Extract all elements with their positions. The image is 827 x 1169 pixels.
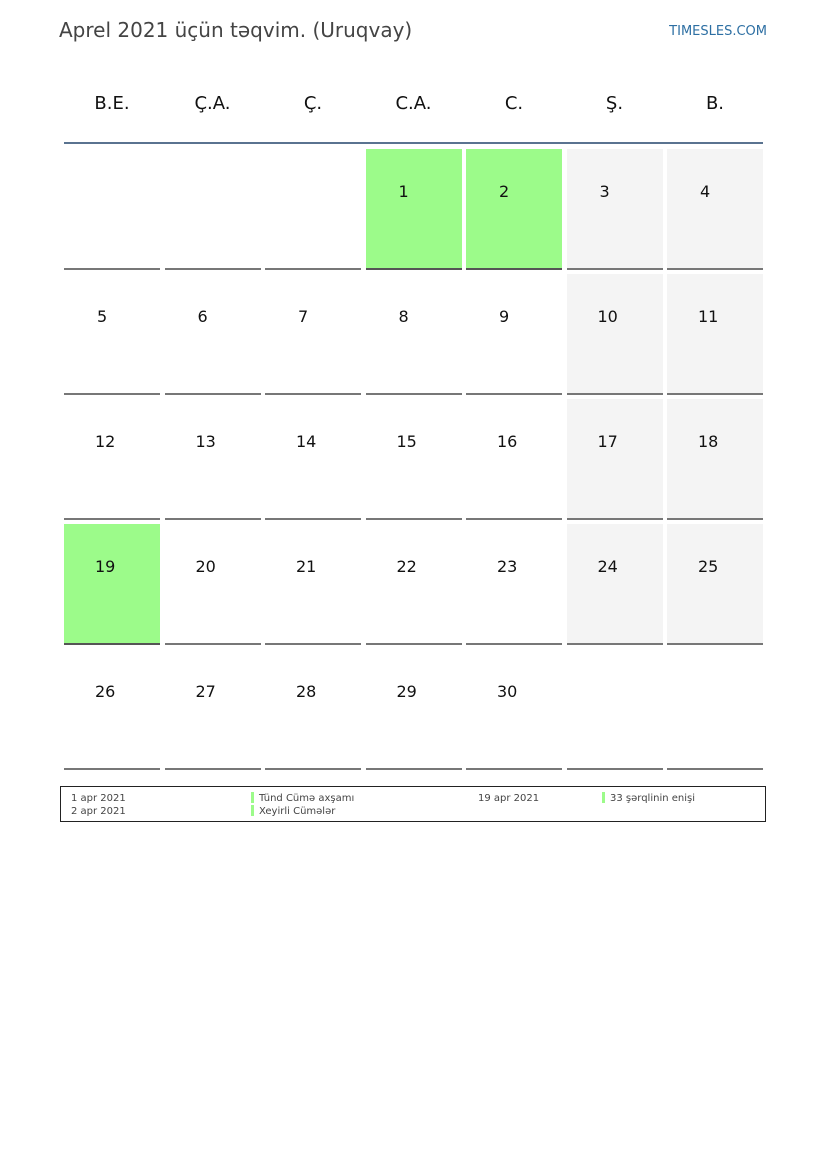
empty-day-cell — [265, 149, 361, 270]
empty-day-cell — [165, 149, 261, 270]
day-cell — [265, 399, 361, 520]
day-number: 30 — [497, 682, 518, 701]
day-cell — [265, 649, 361, 770]
legend-names-column — [251, 792, 354, 818]
day-cell — [366, 274, 462, 395]
day-number: 9 — [499, 307, 510, 326]
day-number: 21 — [296, 557, 317, 576]
day-cell — [466, 524, 562, 645]
day-cell — [466, 649, 562, 770]
day-number: 23 — [497, 557, 518, 576]
holiday-legend — [60, 786, 766, 822]
weekday-label: Ç. — [303, 93, 323, 114]
day-number: 1 — [398, 182, 409, 201]
day-number: 18 — [698, 432, 719, 451]
legend-holiday-name: Xeyirli Cümələr — [259, 806, 336, 817]
calendar-grid — [64, 149, 763, 770]
day-number: 6 — [197, 307, 208, 326]
day-cell — [265, 524, 361, 645]
holiday-day-cell — [64, 524, 160, 645]
day-cell — [567, 524, 663, 645]
day-number: 15 — [396, 432, 417, 451]
day-cell — [667, 149, 763, 270]
weekday-label: B.E. — [94, 93, 130, 114]
weekday-label: Ç.A. — [194, 93, 231, 114]
day-cell — [265, 274, 361, 395]
day-cell — [165, 274, 261, 395]
day-number: 10 — [597, 307, 618, 326]
legend-holiday-name: Tünd Cümə axşamı — [259, 793, 355, 804]
legend-item — [251, 792, 354, 805]
day-cell — [366, 649, 462, 770]
day-number: 3 — [599, 182, 610, 201]
day-cell — [567, 149, 663, 270]
empty-day-cell — [64, 149, 160, 270]
day-number: 7 — [298, 307, 309, 326]
page-title: Aprel 2021 üçün təqvim. (Uruqvay) — [59, 18, 413, 42]
day-cell — [165, 649, 261, 770]
day-number: 17 — [597, 432, 618, 451]
legend-item — [602, 792, 695, 805]
empty-day-cell — [667, 649, 763, 770]
day-cell — [667, 274, 763, 395]
day-cell — [567, 274, 663, 395]
day-cell — [466, 274, 562, 395]
day-number: 4 — [700, 182, 711, 201]
day-number: 5 — [97, 307, 108, 326]
day-cell — [64, 649, 160, 770]
day-number: 29 — [396, 682, 417, 701]
weekday-label: C.A. — [395, 93, 432, 114]
day-number: 14 — [296, 432, 317, 451]
day-cell — [64, 399, 160, 520]
day-number: 28 — [296, 682, 317, 701]
day-number: 20 — [195, 557, 216, 576]
day-number: 24 — [597, 557, 618, 576]
legend-date: 2 apr 2021 — [71, 806, 126, 817]
day-cell — [366, 399, 462, 520]
day-cell — [667, 524, 763, 645]
day-number: 16 — [497, 432, 518, 451]
day-number: 11 — [698, 307, 719, 326]
holiday-color-marker — [251, 792, 254, 803]
holiday-color-marker — [251, 805, 254, 816]
holiday-color-marker — [602, 792, 605, 803]
site-link[interactable]: TIMESLES.COM — [669, 24, 767, 39]
day-number: 2 — [499, 182, 510, 201]
weekday-label: B. — [705, 93, 725, 114]
day-cell — [567, 399, 663, 520]
day-number: 13 — [195, 432, 216, 451]
empty-day-cell — [567, 649, 663, 770]
legend-names-column — [602, 792, 695, 805]
day-number: 25 — [698, 557, 719, 576]
weekday-header-row — [64, 84, 763, 124]
legend-date: 1 apr 2021 — [71, 793, 126, 804]
day-cell — [466, 399, 562, 520]
day-cell — [165, 399, 261, 520]
legend-dates-column — [71, 792, 126, 818]
day-number: 26 — [95, 682, 116, 701]
day-number: 19 — [95, 557, 116, 576]
day-number: 8 — [398, 307, 409, 326]
legend-item — [251, 805, 354, 818]
day-cell — [667, 399, 763, 520]
day-cell — [366, 524, 462, 645]
day-number: 27 — [195, 682, 216, 701]
header-divider — [64, 142, 763, 144]
legend-holiday-name: 33 şərqlinin enişi — [610, 793, 695, 804]
day-number: 22 — [396, 557, 417, 576]
weekday-label: Ş. — [605, 93, 624, 114]
weekday-label: C. — [504, 93, 524, 114]
holiday-day-cell — [466, 149, 562, 270]
day-number: 12 — [95, 432, 116, 451]
legend-dates-column — [478, 792, 539, 805]
day-cell — [64, 274, 160, 395]
holiday-day-cell — [366, 149, 462, 270]
legend-date: 19 apr 2021 — [478, 793, 540, 804]
day-cell — [165, 524, 261, 645]
